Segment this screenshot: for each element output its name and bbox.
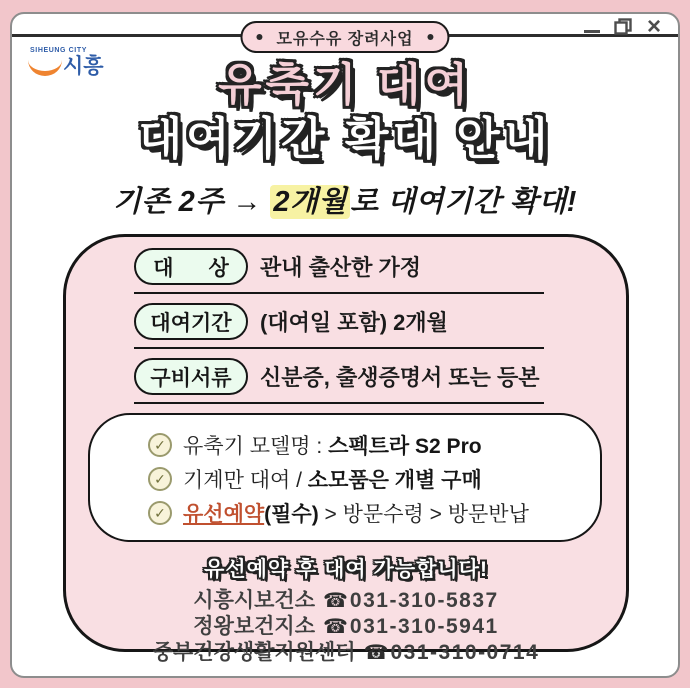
check-row-reservation: [148, 496, 600, 530]
subtitle-highlight: 2개월: [270, 185, 350, 219]
check-rental-bold: 소모품은 개별 구매: [307, 469, 482, 492]
check-text-rental: [183, 464, 482, 494]
check-model-pre: 유축기 모델명 :: [183, 435, 329, 458]
smile-arc-icon: [28, 60, 62, 76]
contact-phone: 031-310-5837: [349, 589, 499, 612]
info-label: 대 상: [153, 256, 229, 280]
info-panel: [63, 234, 629, 664]
contact-phone: 031-310-0714: [390, 641, 540, 664]
badge-dot-left: [256, 34, 262, 40]
window: [10, 12, 680, 678]
info-label-pill-period: [134, 303, 248, 340]
restore-squares: [614, 18, 633, 36]
main-title-line1: 유축기 대여: [218, 59, 472, 110]
logo-mark: [28, 56, 108, 78]
info-label: 구비서류: [150, 366, 232, 390]
info-row-documents: [134, 358, 544, 404]
program-badge: [240, 21, 449, 53]
info-label: 대여기간: [150, 311, 232, 335]
phone-icon: ☎: [363, 642, 389, 664]
check-text-model: [183, 430, 482, 460]
close-icon[interactable]: ×: [646, 13, 661, 40]
contact-heading: 유선예약 후 대여 가능합니다!: [204, 558, 488, 581]
phone-icon: ☎: [323, 590, 348, 612]
info-value: 신분증, 출생증명서 또는 등본: [260, 365, 540, 390]
subtitle-post: 로 대여기간 확대!: [350, 186, 577, 218]
phone-icon: ☎: [323, 616, 348, 638]
main-title-line2: 대여기간 확대 안내: [138, 113, 552, 164]
contact-row-jungbu-center: [66, 640, 626, 666]
check-row-rental: [148, 462, 600, 496]
detail-box: [88, 413, 602, 542]
restore-icon[interactable]: [613, 17, 633, 37]
info-row-period: [134, 303, 544, 349]
info-label-pill-documents: [134, 358, 248, 395]
subtitle-pre: 기존 2주 →: [113, 186, 271, 218]
contact-row-health-center: [66, 588, 626, 614]
info-label-pill-target: [134, 248, 248, 285]
check-icon: ✓: [148, 467, 172, 491]
subtitle: [12, 179, 678, 220]
contact-name: 중부건강생활지원센터: [152, 641, 356, 664]
logo-city-ko: 시흥: [63, 55, 104, 78]
badge-dot-right: [428, 34, 434, 40]
program-badge-label: 모유수유 장려사업: [276, 30, 414, 48]
contact-name: 시흥시보건소: [193, 589, 315, 612]
minimize-icon[interactable]: [582, 17, 602, 37]
check-rental-pre: 기계만 대여 /: [183, 469, 308, 492]
contact-phone: 031-310-5941: [349, 615, 499, 638]
check-text-reservation: [183, 498, 529, 528]
info-value: (대여일 포함) 2개월: [260, 310, 448, 335]
contact-section: [66, 553, 626, 666]
check-icon: ✓: [148, 433, 172, 457]
contact-row-jeongwang-branch: [66, 614, 626, 640]
window-controls: [582, 13, 664, 40]
title-block: [12, 55, 678, 167]
check-icon: ✓: [148, 501, 172, 525]
check-reservation-post: > 방문수령 > 방문반납: [318, 503, 529, 526]
minimize-bar: [584, 30, 600, 33]
info-value: 관내 출산한 가정: [260, 255, 421, 280]
info-row-target: [134, 248, 544, 294]
check-reservation-accent: 유선예약: [183, 503, 265, 526]
check-model-bold: 스펙트라 S2 Pro: [328, 435, 482, 458]
check-reservation-bold: (필수): [264, 503, 319, 526]
contact-name: 정왕보건지소: [193, 615, 315, 638]
logo-city-en: SIHEUNG CITY: [30, 47, 87, 54]
window-titlebar: [12, 13, 678, 48]
check-row-model: [148, 428, 600, 462]
siheung-city-logo: [28, 47, 108, 78]
